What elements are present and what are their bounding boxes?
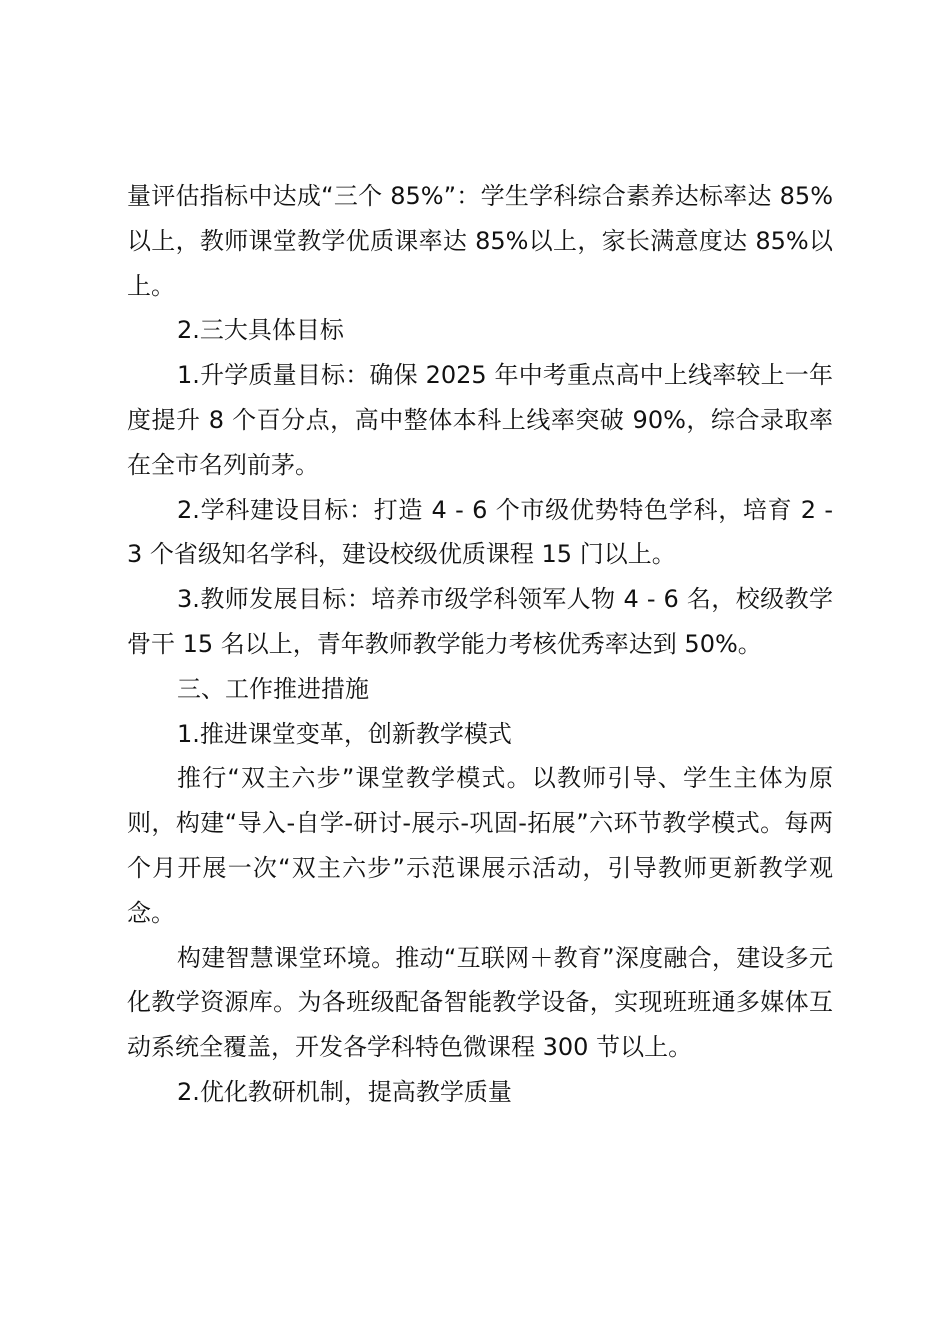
paragraph-subject-goal: 2.学科建设目标：打造 4 - 6 个市级优势特色学科，培育 2 - 3 个省级知名学科，建设校级优质课程 15 门以上。: [127, 495, 833, 569]
document-body: [127, 174, 833, 1115]
subheading-research-mechanism: 2.优化教研机制，提高教学质量: [177, 1077, 512, 1106]
section-heading-specific-goals: 2.三大具体目标: [177, 316, 344, 345]
paragraph-enrollment-goal: 1.升学质量目标：确保 2025 年中考重点高中上线率较上一年度提升 8 个百分点，高中整体本科上线率突破 90%，综合录取率在全市名列前茅。: [127, 361, 833, 479]
subheading-classroom-reform: 1.推进课堂变革，创新教学模式: [177, 719, 512, 748]
section-heading-measures: 三、工作推进措施: [177, 674, 369, 703]
paragraph-smart-classroom: 构建智慧课堂环境。推动“互联网＋教育”深度融合，建设多元化教学资源库。为各班级配备智能教学设备，实现班班通多媒体互动系统全覆盖，开发各学科特色微课程 300 节以上。: [127, 943, 833, 1062]
paragraph-teaching-model: 推行“双主六步”课堂教学模式。以教师引导、学生主体为原则，构建“导入-自学-研讨-展示-巩固-拓展”六环节教学模式。每两个月开展一次“双主六步”示范课展示活动，引导教师更新教学观念。: [127, 764, 833, 927]
paragraph-continuation: 量评估指标中达成“三个 85%”：学生学科综合素养达标率达 85%以上，教师课堂教学优质课率达 85%以上，家长满意度达 85%以上。: [127, 182, 833, 300]
paragraph-teacher-goal: 3.教师发展目标：培养市级学科领军人物 4 - 6 名，校级教学骨干 15 名以上，青年教师教学能力考核优秀率达到 50%。: [127, 585, 833, 658]
